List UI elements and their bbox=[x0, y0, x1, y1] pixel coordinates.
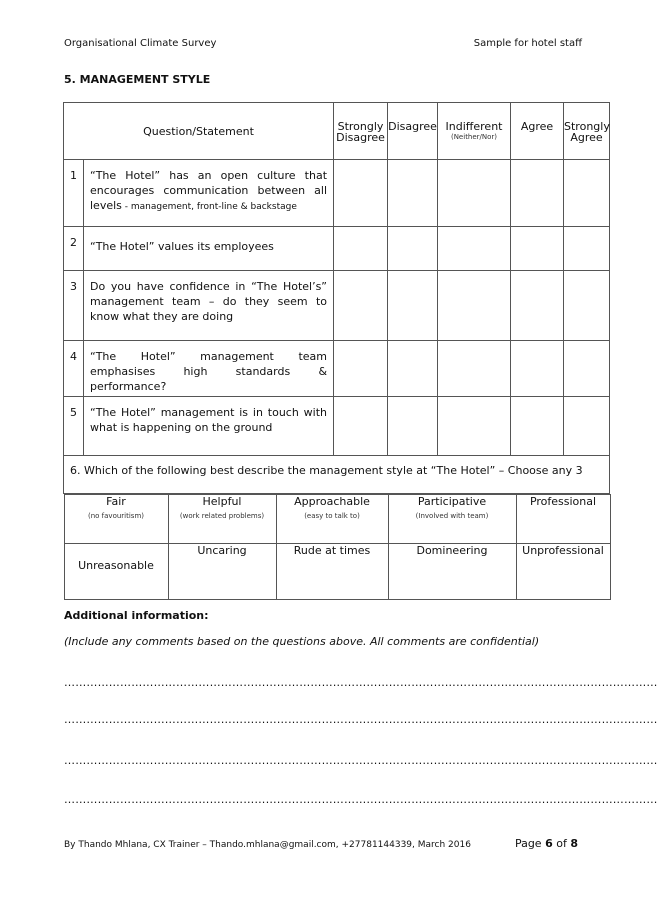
answer-cell[interactable] bbox=[334, 397, 388, 456]
answer-cell[interactable] bbox=[564, 397, 610, 456]
table-row bbox=[64, 160, 610, 227]
table-header-row bbox=[64, 103, 610, 160]
answer-cell[interactable] bbox=[564, 227, 610, 271]
header-audience: Sample for hotel staff bbox=[473, 38, 582, 49]
question-number: 2 bbox=[64, 227, 84, 271]
management-style-table bbox=[63, 102, 610, 600]
style-unreasonable[interactable]: Unreasonable bbox=[64, 544, 168, 600]
table-row bbox=[64, 341, 610, 397]
answer-cell[interactable] bbox=[438, 397, 511, 456]
style-helpful[interactable]: Helpful (work related problems) bbox=[168, 495, 276, 544]
footer-author: By Thando Mhlana, CX Trainer – Thando.mhlana@gmail.com, +27781144339, March 2016 bbox=[64, 840, 471, 850]
table-row bbox=[64, 397, 610, 456]
answer-cell[interactable] bbox=[511, 271, 564, 341]
answer-cell[interactable] bbox=[334, 341, 388, 397]
option-disagree: Disagree bbox=[388, 103, 438, 160]
page-number: Page 6 of 8 bbox=[514, 837, 578, 850]
question-header: Question/Statement bbox=[64, 103, 334, 160]
styles-row bbox=[64, 494, 610, 601]
additional-info-note: (Include any comments based on the questions above. All comments are confidential) bbox=[64, 635, 540, 648]
question-text: “The Hotel” values its employees bbox=[84, 227, 334, 271]
answer-cell[interactable] bbox=[511, 227, 564, 271]
question-number: 3 bbox=[64, 271, 84, 341]
answer-cell[interactable] bbox=[438, 227, 511, 271]
answer-cell[interactable] bbox=[438, 160, 511, 227]
question-6-row bbox=[64, 456, 610, 494]
style-uncaring[interactable]: Uncaring bbox=[168, 544, 276, 600]
option-agree: Agree bbox=[511, 103, 564, 160]
style-professional[interactable]: Professional bbox=[516, 495, 610, 544]
question-text: Do you have confidence in “The Hotel’s” management team – do they seem to know what they are doing bbox=[84, 271, 334, 341]
answer-cell[interactable] bbox=[564, 341, 610, 397]
style-fair[interactable]: Fair (no favouritism) bbox=[64, 495, 168, 544]
answer-cell[interactable] bbox=[564, 160, 610, 227]
comment-line-4[interactable]: …………………………………………………………………………………………………………………………………………… bbox=[64, 793, 658, 806]
answer-cell[interactable] bbox=[511, 160, 564, 227]
style-unprofessional[interactable]: Unprofessional bbox=[516, 544, 610, 600]
option-indifferent: Indifferent (Neither/Nor) bbox=[438, 103, 511, 160]
question-number: 5 bbox=[64, 397, 84, 456]
answer-cell[interactable] bbox=[564, 271, 610, 341]
style-approachable[interactable]: Approachable (easy to talk to) bbox=[276, 495, 388, 544]
style-domineering[interactable]: Domineering bbox=[388, 544, 516, 600]
header-survey-title: Organisational Climate Survey bbox=[64, 38, 217, 49]
answer-cell[interactable] bbox=[388, 271, 438, 341]
answer-cell[interactable] bbox=[388, 397, 438, 456]
section-title: 5. MANAGEMENT STYLE bbox=[64, 73, 211, 86]
table-row bbox=[64, 227, 610, 271]
table-row bbox=[64, 271, 610, 341]
option-strongly-agree: Strongly Agree bbox=[564, 103, 610, 160]
management-styles-grid bbox=[64, 494, 611, 600]
question-number: 1 bbox=[64, 160, 84, 227]
question-text: “The Hotel” management team emphasises high standards & performance? bbox=[84, 341, 334, 397]
question-6-text: 6. Which of the following best describe the management style at “The Hotel” – Choose any 3 bbox=[64, 456, 610, 494]
style-participative[interactable]: Participative (Involved with team) bbox=[388, 495, 516, 544]
answer-cell[interactable] bbox=[388, 227, 438, 271]
answer-cell[interactable] bbox=[438, 341, 511, 397]
answer-cell[interactable] bbox=[334, 227, 388, 271]
answer-cell[interactable] bbox=[511, 341, 564, 397]
question-text: “The Hotel” has an open culture that encourages communication between all levels - management, front-line & backstage bbox=[84, 160, 334, 227]
option-strongly-disagree: Strongly Disagree bbox=[334, 103, 388, 160]
answer-cell[interactable] bbox=[334, 271, 388, 341]
style-rude-at-times[interactable]: Rude at times bbox=[276, 544, 388, 600]
comment-line-1[interactable]: …………………………………………………………………………………………………………………………………………… bbox=[64, 676, 658, 689]
answer-cell[interactable] bbox=[438, 271, 511, 341]
comment-line-2[interactable]: …………………………………………………………………………………………………………………………………………… bbox=[64, 713, 658, 726]
question-number: 4 bbox=[64, 341, 84, 397]
answer-cell[interactable] bbox=[388, 160, 438, 227]
answer-cell[interactable] bbox=[334, 160, 388, 227]
additional-info-title: Additional information: bbox=[64, 609, 209, 622]
answer-cell[interactable] bbox=[511, 397, 564, 456]
comment-line-3[interactable]: …………………………………………………………………………………………………………………………………………… bbox=[64, 754, 658, 767]
answer-cell[interactable] bbox=[388, 341, 438, 397]
question-text: “The Hotel” management is in touch with what is happening on the ground bbox=[84, 397, 334, 456]
